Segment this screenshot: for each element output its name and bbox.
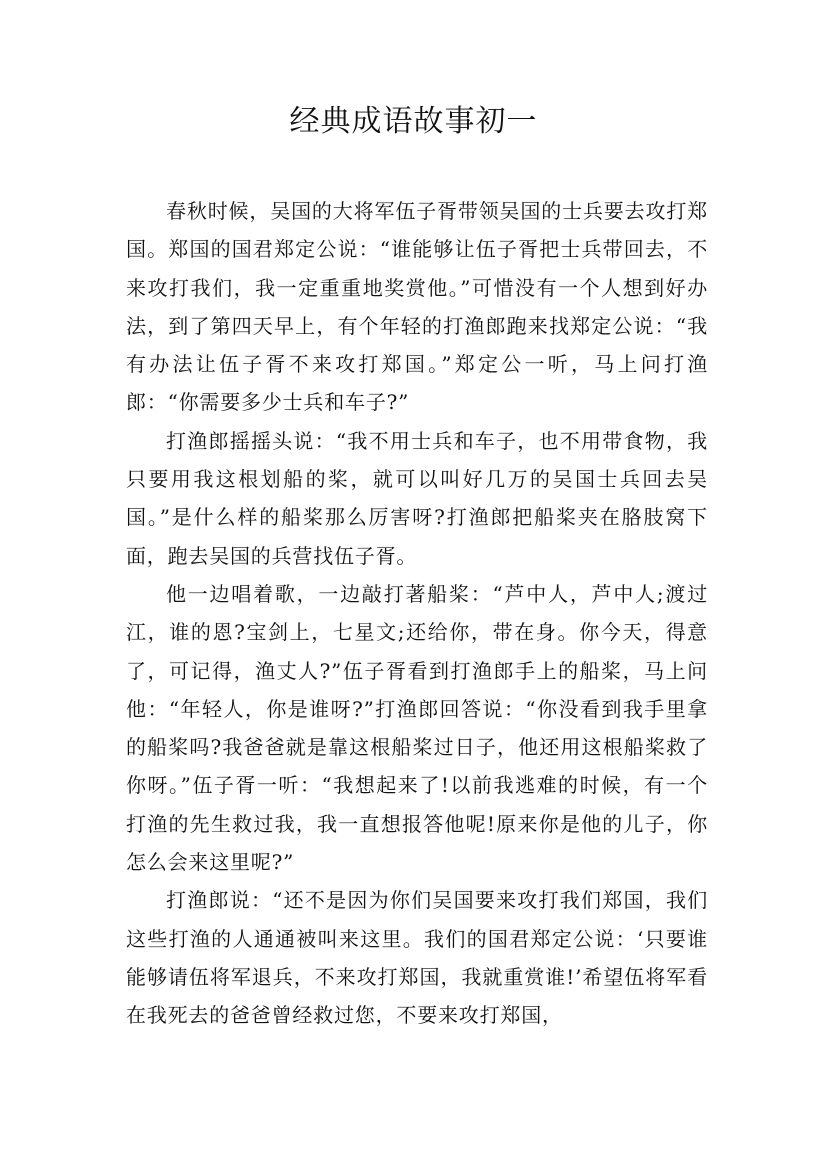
document-body: [126, 192, 708, 1035]
paragraph: 他一边唱着歌，一边敲打著船桨：“芦中人，芦中人;渡过江，谁的恩?宝剑上，七星文;还给你，带在身。你今天，得意了，可记得，渔丈人?”伍子胥看到打渔郎手上的船桨，马上问他：“年轻人，你是谁呀?”打渔郎回答说：“你没看到我手里拿的船桨吗?我爸爸就是靠这根船桨过日子，他还用这根船桨救了你呀。”伍子胥一听：“我想起来了!以前我逃难的时候，有一个打渔的先生救过我，我一直想报答他呢!原来你是他的儿子，你怎么会来这里呢?”: [126, 581, 708, 875]
paragraph: 打渔郎说：“还不是因为你们吴国要来攻打我们郑国，我们这些打渔的人通通被叫来这里。我们的国君郑定公说：‘只要谁能够请伍将军退兵，不来攻打郑国，我就重赏谁!’希望伍将军看在我死去的爸爸曾经救过您，不要来攻打郑国，: [126, 888, 708, 1028]
paragraph: 春秋时候，吴国的大将军伍子胥带领吴国的士兵要去攻打郑国。郑国的国君郑定公说：“谁能够让伍子胥把士兵带回去，不来攻打我们，我一定重重地奖赏他。”可惜没有一个人想到好办法，到了第四天早上，有个年轻的打渔郎跑来找郑定公说：“我有办法让伍子胥不来攻打郑国。”郑定公一听，马上问打渔郎：“你需要多少士兵和车子?”: [126, 199, 708, 415]
paragraph: 打渔郎摇摇头说：“我不用士兵和车子，也不用带食物，我只要用我这根划船的桨，就可以叫好几万的吴国士兵回去吴国。”是什么样的船桨那么厉害呀?打渔郎把船桨夹在胳肢窝下面，跑去吴国的兵营找伍子胥。: [126, 428, 708, 568]
document-title: 经典成语故事初一: [289, 104, 538, 139]
